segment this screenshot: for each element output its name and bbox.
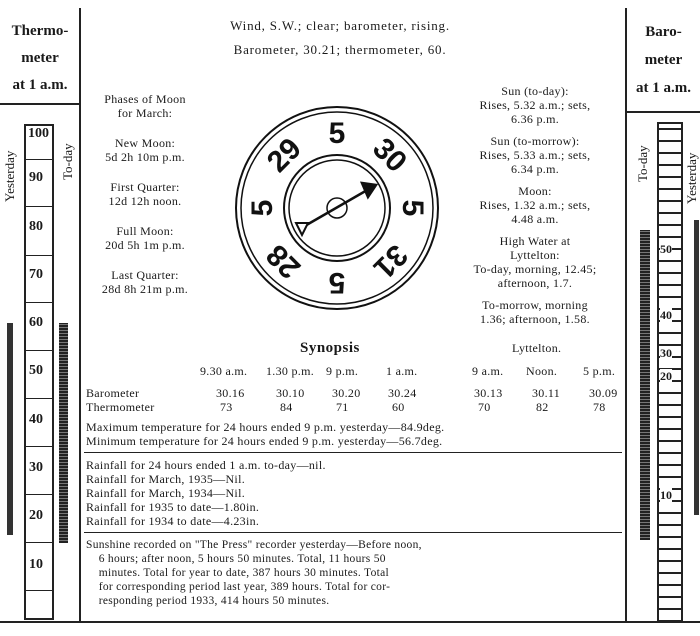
new-moon-label: New Moon:: [114, 136, 176, 150]
barometer-title-line-2: meter: [644, 52, 683, 68]
thermometer-scale-40: 40: [29, 412, 43, 427]
dial-label-w: 5: [246, 199, 279, 217]
sun-today-text: Rises, 5.32 a.m.; sets, 6.36 p.m.: [479, 98, 591, 126]
sun-today-title: Sun (to-day):: [501, 84, 569, 98]
ly-baro-0900: 30.13: [474, 386, 503, 400]
thermometer-today-bar: [59, 323, 68, 543]
dial-label-s: 5: [328, 266, 346, 299]
header-line-2: Barometer, 30.21; thermometer, 60.: [233, 42, 447, 57]
thermometer-scale-70: 70: [29, 267, 43, 282]
thermometer-scale-60: 60: [29, 315, 43, 330]
thermometer-title-line-3: at 1 a.m.: [12, 77, 68, 93]
header-line-1: Wind, S.W.; clear; barometer, rising.: [230, 18, 450, 33]
thermometer-scale-100: 100: [28, 126, 49, 141]
synopsis-divider-2: [84, 532, 622, 533]
barometer-scale-10: 10: [660, 488, 672, 502]
baro-0930: 30.16: [216, 386, 245, 400]
barometer-row: [86, 386, 626, 400]
barometer-scale-50: 50: [660, 242, 672, 256]
thermometer-scale: [24, 124, 54, 620]
ly-col-0900: 9 a.m.: [472, 364, 504, 378]
barometer-today-bar: [640, 230, 650, 540]
baro-0100: 30.24: [388, 386, 417, 400]
baro-2100: 30.20: [332, 386, 361, 400]
last-quarter-time: 28d 8h 21m p.m.: [101, 282, 189, 296]
dial-label-se: 31: [366, 237, 414, 285]
barometer-title-line-3: at 1 a.m.: [636, 80, 691, 96]
thermometer-scale-50: 50: [29, 363, 43, 378]
barometer-scale-30: 30: [660, 346, 672, 360]
dial-label-ne: 30: [366, 131, 414, 179]
ly-col-noon: Noon.: [526, 364, 558, 378]
last-quarter-label: Last Quarter:: [111, 268, 179, 282]
moon-text: Rises, 1.32 a.m.; sets, 4.48 a.m.: [479, 198, 591, 226]
thermometer-scale-30: 30: [29, 460, 43, 475]
ly-therm-1700: 78: [593, 400, 606, 414]
barometer-scale: [657, 122, 683, 622]
col-0930: 9.30 a.m.: [200, 364, 248, 378]
new-moon-time: 5d 2h 10m p.m.: [105, 150, 185, 164]
barometer-title-line-1: Baro-: [645, 24, 682, 40]
synopsis-table: [86, 364, 626, 414]
high-water-title: High Water at Lyttelton:: [499, 234, 571, 262]
thermometer-title-line-1: Thermo-: [11, 23, 69, 39]
barometer-title: [627, 18, 700, 102]
first-quarter-label: First Quarter:: [110, 180, 180, 194]
synopsis-divider-1: [84, 452, 622, 453]
lyttelton-label: Lyttelton.: [512, 341, 562, 355]
thermometer-title-line-2: meter: [21, 50, 59, 66]
baro-1330: 30.10: [276, 386, 305, 400]
thermometer-row: [86, 400, 626, 414]
thermometer-title-underline: [0, 103, 79, 105]
thermometer-title: [0, 18, 80, 99]
full-moon-label: Full Moon:: [116, 224, 174, 238]
ly-col-1700: 5 p.m.: [583, 364, 616, 378]
sun-tomorrow-text: Rises, 5.33 a.m.; sets, 6.34 p.m.: [479, 148, 591, 176]
barometer-scale-40: 40: [660, 308, 672, 322]
therm-0100: 60: [392, 400, 405, 414]
dial-label-n: 5: [328, 117, 346, 150]
barometer-title-underline: [627, 111, 700, 113]
thermometer-yesterday-bar: [7, 323, 13, 535]
ly-baro-noon: 30.11: [532, 386, 561, 400]
full-moon-time: 20d 5h 1m p.m.: [105, 238, 185, 252]
dial-label-e: 5: [396, 199, 429, 217]
thermometer-scale-80: 80: [29, 219, 43, 234]
col-2100: 9 p.m.: [326, 364, 359, 378]
therm-0930: 73: [220, 400, 233, 414]
col-0100: 1 a.m.: [386, 364, 418, 378]
synopsis-title: Synopsis: [300, 340, 360, 356]
weather-header: [150, 14, 530, 62]
sun-tomorrow-title: Sun (to-morrow):: [490, 134, 580, 148]
high-water-tomorrow: To-morrow, morning 1.36; afternoon, 1.58.: [480, 298, 590, 326]
wind-dial: [234, 105, 440, 311]
ly-baro-1700: 30.09: [589, 386, 618, 400]
sunshine-block: Sunshine recorded on "The Press" recorder yesterday—Before noon, 6 hours; after noon, 5 hours 50 minutes. Total, 11 hours 50 minutes. Total for year to date, 387 hours 30 minutes. Total for corresponding period last year, 389 hours. Total for cor- responding period 1933, 414 hours 50 minutes.: [86, 539, 422, 607]
moon-phases-title: Phases of Moon for March:: [104, 92, 186, 120]
wind-arrow-icon: [296, 183, 376, 235]
temperature-extremes: Maximum temperature for 24 hours ended 9 p.m. yesterday—84.9deg. Minimum temperature for 24 hours ended 9 p.m. yesterday—56.7deg.: [86, 420, 445, 448]
thermometer-today-label: To-day: [60, 143, 75, 180]
row-label-thermometer: Thermometer: [86, 400, 155, 414]
dial-label-nw: 29: [260, 131, 308, 179]
thermometer-yesterday-label: Yesterday: [2, 150, 17, 202]
sun-and-tides: [446, 84, 624, 326]
barometer-today-label: To-day: [635, 145, 650, 182]
ly-therm-noon: 82: [536, 400, 549, 414]
first-quarter-time: 12d 12h noon.: [108, 194, 182, 208]
bottom-rule: [0, 621, 700, 623]
therm-2100: 71: [336, 400, 349, 414]
barometer-scale-20: 20: [660, 369, 672, 383]
barometer-yesterday-label: Yesterday: [684, 152, 699, 204]
moon-title: Moon:: [518, 184, 552, 198]
row-label-barometer: Barometer: [86, 386, 140, 400]
dial-label-sw: 28: [260, 237, 308, 285]
high-water-today: To-day, morning, 12.45; afternoon, 1.7.: [473, 262, 597, 290]
thermometer-scale-10: 10: [29, 557, 43, 572]
barometer-yesterday-bar: [694, 220, 699, 515]
thermometer-scale-90: 90: [29, 170, 43, 185]
thermometer-scale-20: 20: [29, 508, 43, 523]
therm-1330: 84: [280, 400, 293, 414]
ly-therm-0900: 70: [478, 400, 491, 414]
moon-phases: [84, 92, 206, 296]
left-column-rule: [79, 8, 81, 622]
rainfall-block: Rainfall for 24 hours ended 1 a.m. to-day—nil. Rainfall for March, 1935—Nil. Rainfall for March, 1934—Nil. Rainfall for 1935 to date—1.80in. Rainfall for 1934 to date—4.23in.: [86, 458, 326, 528]
col-1330: 1.30 p.m.: [266, 364, 315, 378]
